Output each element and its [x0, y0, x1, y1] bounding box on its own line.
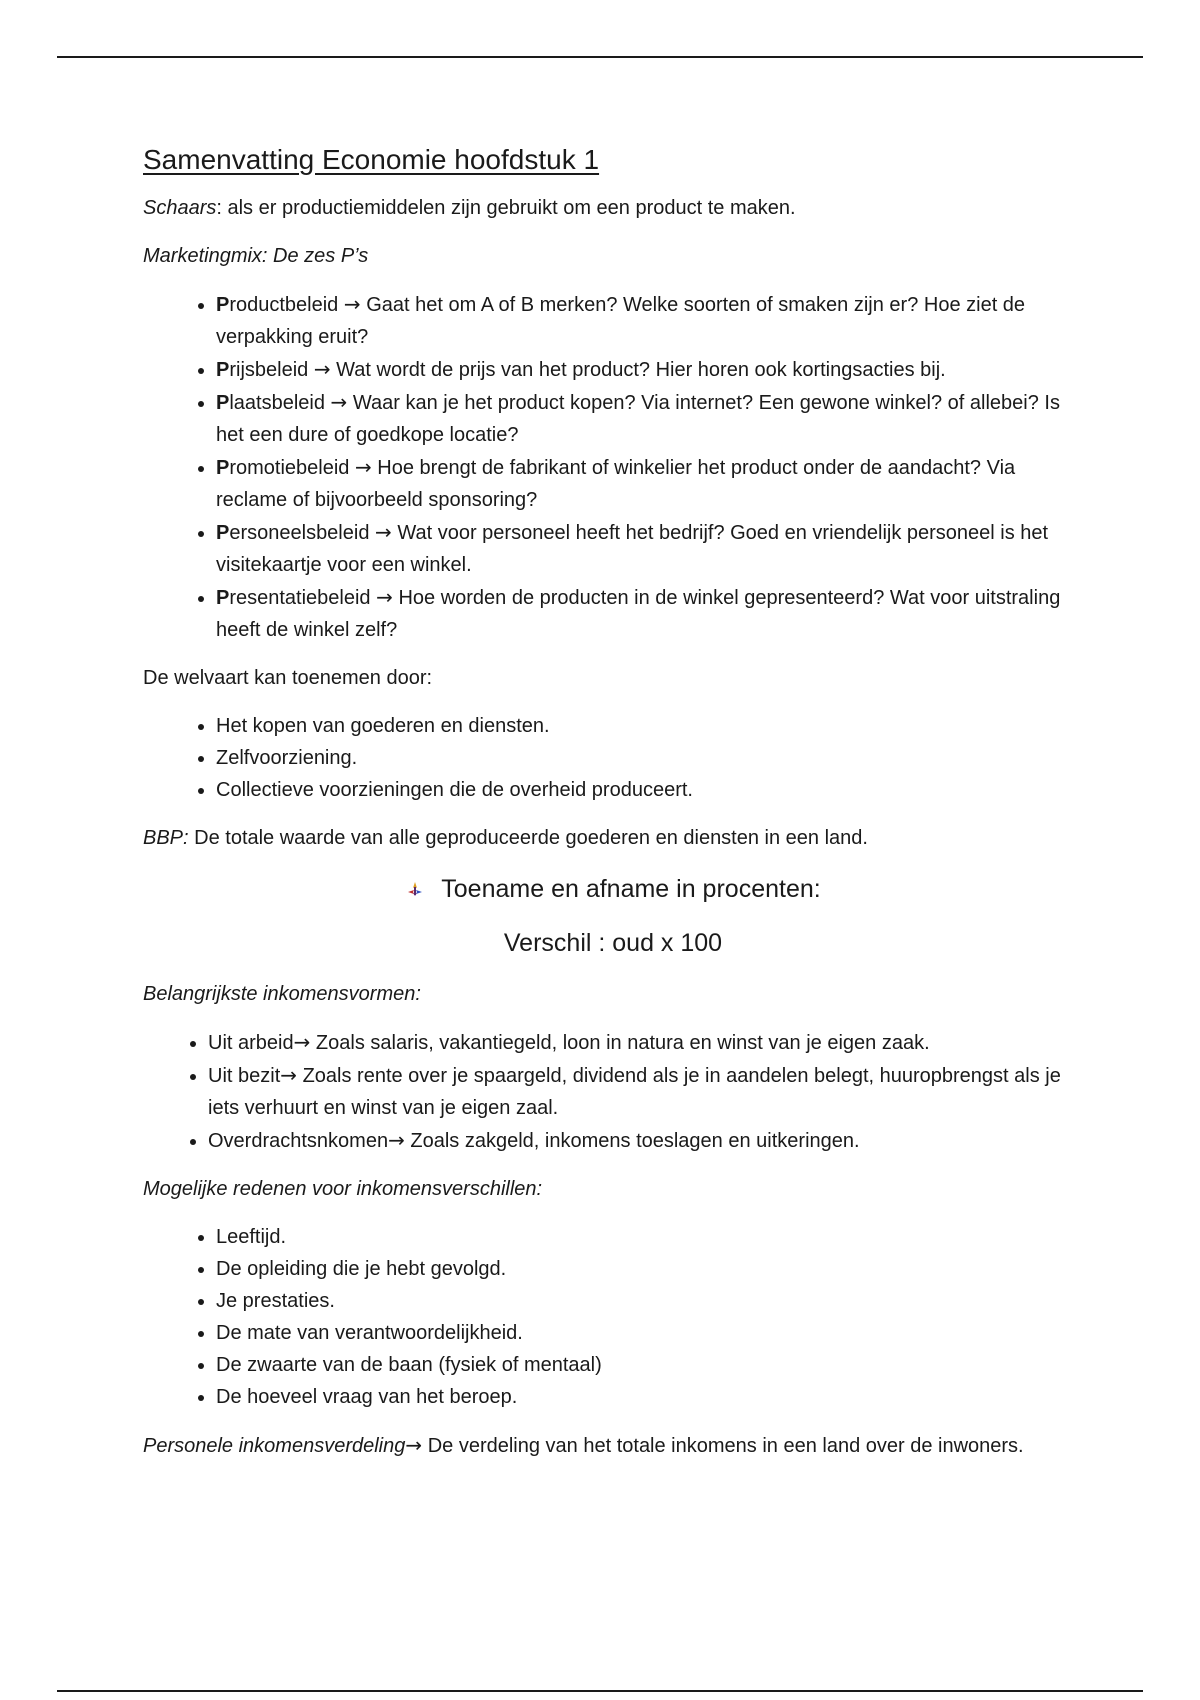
term-schaars: Schaars: [143, 197, 217, 219]
welvaart-list: [143, 710, 1063, 806]
procenten-formula: Verschil : oud x 100: [503, 929, 723, 957]
list-item: • Uit bezit→ Zoals rente over je spaargeld, dividend als je in aandelen belegt, huuropbrengst als je iets verhuurt en winst van je eigen zaal.: [208, 1059, 1063, 1124]
arrow-right-icon: →: [280, 1063, 298, 1087]
arrow-right-icon: →: [293, 1030, 311, 1054]
marketingmix-heading: Marketingmix: De zes P’s: [143, 245, 369, 267]
arrow-right-icon: →: [388, 1128, 405, 1152]
list-item: • Plaatsbeleid → Waar kan je het product kopen? Via internet? Een gewone winkel? of allebei? Is het een dure of goedkope locatie?: [216, 386, 1063, 451]
header-rule: [57, 56, 1143, 58]
list-item: • Personeelsbeleid → Wat voor personeel heeft het bedrijf? Goed en vriendelijk personeel is het visitekaartje voor een winkel.: [216, 516, 1063, 581]
star-bullet-icon: [405, 879, 425, 899]
arrow-right-icon: →: [313, 357, 331, 381]
list-item: • De hoeveel vraag van het beroep.: [216, 1381, 1063, 1413]
arrow-right-icon: →: [405, 1433, 423, 1457]
term-bbp: BBP:: [143, 827, 189, 849]
list-item: • Uit arbeid→ Zoals salaris, vakantiegeld, loon in natura en winst van je eigen zaak.: [208, 1026, 1063, 1059]
term-verdeling: Personele inkomensverdeling: [143, 1435, 406, 1457]
list-item: • Productbeleid → Gaat het om A of B merken? Welke soorten of smaken zijn er? Hoe ziet de verpakking eruit?: [216, 288, 1063, 353]
footer-rule: [57, 1690, 1143, 1692]
arrow-right-icon: →: [376, 585, 393, 609]
list-item: • De zwaarte van de baan (fysiek of mentaal): [216, 1349, 1063, 1381]
definition-schaars: Schaars: als er productiemiddelen zijn gebruikt om een product te maken.: [143, 197, 796, 219]
arrow-right-icon: →: [375, 520, 392, 544]
list-item: • De opleiding die je hebt gevolgd.: [216, 1253, 1063, 1285]
redenen-heading: Mogelijke redenen voor inkomensverschillen:: [143, 1178, 543, 1200]
arrow-right-icon: →: [330, 390, 348, 414]
list-item: • Het kopen van goederen en diensten.: [216, 710, 1063, 742]
document-body: [143, 140, 1063, 1478]
list-item: • Zelfvoorziening.: [216, 742, 1063, 774]
list-item: • Prijsbeleid → Wat wordt de prijs van het product? Hier horen ook kortingsacties bij.: [216, 353, 1063, 386]
list-item: • Je prestaties.: [216, 1285, 1063, 1317]
list-item: • Overdrachtsnkomen→ Zoals zakgeld, inkomens toeslagen en uitkeringen.: [208, 1124, 1063, 1157]
list-item: • Presentatiebeleid → Hoe worden de producten in de winkel gepresenteerd? Wat voor uitstraling heeft de winkel zelf?: [216, 581, 1063, 646]
redenen-list: [143, 1221, 1063, 1413]
arrow-right-icon: →: [343, 292, 361, 316]
welvaart-heading: De welvaart kan toenemen door:: [143, 667, 433, 689]
list-item: • De mate van verantwoordelijkheid.: [216, 1317, 1063, 1349]
list-item: • Promotiebeleid → Hoe brengt de fabrikant of winkelier het product onder de aandacht? Via reclame of bijvoorbeeld sponsoring?: [216, 451, 1063, 516]
procenten-heading: Toename en afname in procenten:: [143, 870, 1063, 908]
arrow-right-icon: →: [354, 455, 372, 479]
document-title: Samenvatting Economie hoofdstuk 1: [143, 144, 600, 175]
inkomensvormen-heading: Belangrijkste inkomensvormen:: [143, 983, 421, 1005]
list-item: • Leeftijd.: [216, 1221, 1063, 1253]
definition-bbp: BBP: De totale waarde van alle geproduceerde goederen en diensten in een land.: [143, 827, 868, 849]
definition-verdeling: Personele inkomensverdeling→ De verdeling van het totale inkomens in een land over de inwoners.: [143, 1433, 1024, 1457]
inkomensvormen-list: [143, 1026, 1063, 1157]
list-item: • Collectieve voorzieningen die de overheid produceert.: [216, 774, 1063, 806]
marketingmix-list: [143, 288, 1063, 646]
